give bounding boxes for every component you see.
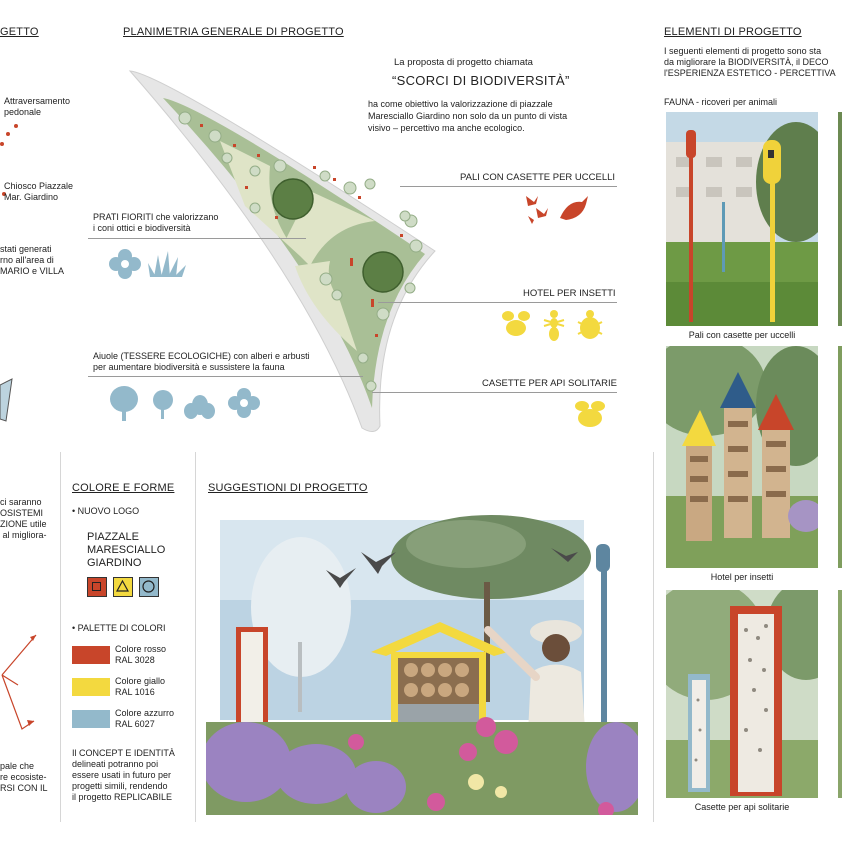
- insect-icons: [498, 308, 608, 342]
- grass-icon: [148, 251, 186, 277]
- caption-bird-poles: Pali con casette per uccelli: [688, 330, 796, 340]
- logo-text: PIAZZALE MARESCIALLO GIARDINO: [87, 531, 166, 569]
- bird-icons: [522, 192, 594, 226]
- left-text-2: ci saranno OSISTEMI ZIONE utile al migliora-: [0, 497, 47, 540]
- meadow-icons: [106, 247, 190, 281]
- annotation-insect-hotel: HOTEL PER INSETTI: [523, 288, 616, 299]
- swatch-blue: [72, 710, 110, 728]
- annotation-bird-poles: PALI CON CASETTE PER UCCELLI: [460, 172, 616, 183]
- caption-solitary-bees: Casette per api solitarie: [694, 802, 790, 812]
- elements-intro: I seguenti elementi di progetto sono sta da migliorare la BIODIVERSITÀ, il DECO l'ESPERIENZA ESTETICO - PERCETTIVA: [664, 46, 836, 78]
- left-text-1: stati generati rno all'area di MARIO e VILLA: [0, 244, 65, 276]
- photo-cropped-2: [838, 346, 842, 568]
- photo-insect-hotel: [666, 346, 818, 568]
- tree-small-icon: [153, 390, 173, 419]
- left-shape: [0, 375, 16, 425]
- logo-circle: [139, 577, 159, 597]
- swatch-red: [72, 646, 110, 664]
- logo-square: [87, 577, 107, 597]
- annotation-flowerbeds: Aiuole (TESSERE ECOLOGICHE) con alberi e arbusti per aumentare biodiversità e sussistere la fauna: [93, 351, 310, 372]
- plan-heading: PLANIMETRIA GENERALE DI PROGETTO: [123, 26, 344, 38]
- palette-bullet: • PALETTE DI COLORI: [72, 623, 166, 633]
- suggestions-heading: SUGGESTIONI DI PROGETTO: [208, 482, 368, 494]
- colors-heading: COLORE E FORME: [72, 482, 175, 494]
- project-name: “SCORCI DI BIODIVERSITÀ”: [392, 73, 570, 88]
- solitary-bee-icon: [570, 398, 610, 432]
- left-label-crossing: Attraversamento pedonale: [4, 96, 71, 117]
- ant-icon: [544, 310, 564, 341]
- photo-bird-poles: [666, 112, 818, 326]
- bird-icon: [526, 196, 588, 224]
- swatch-yellow-label: Colore giallo RAL 1016: [115, 676, 166, 697]
- fauna-label: FAUNA - ricoveri per animali: [664, 97, 778, 107]
- elements-heading: ELEMENTI DI PROGETTO: [664, 26, 802, 38]
- annotation-solitary-bees: CASETTE PER API SOLITARIE: [482, 378, 617, 389]
- left-text-3: pale che re ecosiste- RSI CON IL: [0, 761, 48, 793]
- photo-cropped-3: [838, 590, 842, 798]
- flowerbed-icons: [106, 383, 266, 423]
- tree-icon: [110, 386, 138, 421]
- swatch-blue-label: Colore azzurro RAL 6027: [115, 708, 175, 729]
- bee-icon: [502, 311, 530, 336]
- suggestion-render: [206, 512, 638, 815]
- swatch-red-label: Colore rosso RAL 3028: [115, 644, 167, 665]
- caption-insect-hotel: Hotel per insetti: [710, 572, 774, 582]
- shrub-icon: [184, 395, 215, 419]
- beetle-icon: [578, 310, 602, 339]
- logo-bullet: • NUOVO LOGO: [72, 506, 140, 516]
- swatch-yellow: [72, 678, 110, 696]
- flower-icon: [109, 249, 141, 279]
- intro-line-1: La proposta di progetto chiamata: [394, 57, 533, 68]
- left-arrows-diagram: [0, 625, 40, 740]
- logo-triangle: [113, 577, 133, 597]
- intro-text: ha come obiettivo la valorizzazione di piazzale Maresciallo Giardino non solo da un punto di vista visivo – percettivo ma anche ecologico.: [368, 99, 568, 133]
- concept-text: Il CONCEPT E IDENTITÀ delineati potranno poi essere usati in futuro per progetti simili, rendendo il progetto REPLICABILE: [72, 748, 175, 802]
- flower-icon-2: [228, 388, 260, 418]
- annotation-meadows: PRATI FIORITI che valorizzano i coni ottici e biodiversità: [93, 212, 219, 233]
- left-heading: GETTO: [0, 26, 39, 38]
- photo-solitary-bees: [666, 590, 818, 798]
- photo-cropped-1: [838, 112, 842, 326]
- left-label-kiosk: Chiosco Piazzale Mar. Giardino: [4, 181, 74, 202]
